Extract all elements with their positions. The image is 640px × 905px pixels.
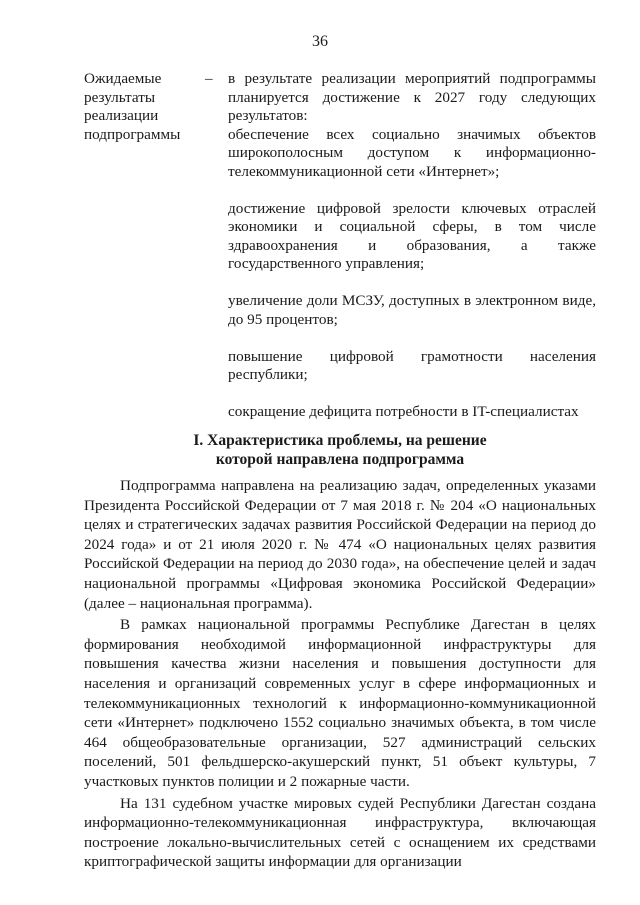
results-list [228, 70, 596, 422]
results-intro: в результате реализации мероприятий подпрограммы планируется достижение к 2027 году следующих результатов: [228, 70, 596, 124]
result-item: повышение цифровой грамотности населения республики; [228, 347, 596, 383]
results-dash: – [205, 70, 213, 87]
section-title-line: I. Характеристика проблемы, на решение [193, 432, 487, 449]
result-item: обеспечение всех социально значимых объектов широкополосным доступом к информационно-телекоммуникационной сети «Интернет»; [228, 125, 596, 180]
section-title [84, 432, 596, 469]
result-item: увеличение доли МСЗУ, доступных в электронном виде, до 95 процентов; [228, 292, 596, 328]
paragraph: На 131 судебном участке мировых судей Республики Дагестан создана информационно-телекоммуникационная инфраструктура, включающая построение локально-вычислительных сетей с оснащением их средствами криптографической защиты информации для организации [84, 794, 596, 871]
section-title-line: которой направлена подпрограмма [215, 450, 465, 468]
result-item: сокращение дефицита потребности в IT-специалистах [228, 403, 579, 420]
paragraph: В рамках национальной программы Республике Дагестан в целях формирования необходимой информационной инфраструктуры для повышения качества жизни населения и повышения доступности для населения и организаций современных услуг в сфере информационных и телекоммуникационных технологий к информационно-коммуникационной сети «Интернет» подключено 1552 социально значимых объекта, в том числе 464 общеобразовательные организации, 527 администраций сельских поселений, 501 фельдшерско-акушерский пункт, 51 объект культуры, 7 участковых пунктов полиции и 2 пожарные части. [84, 616, 596, 790]
result-item: достижение цифровой зрелости ключевых отраслей экономики и социальной сферы, в том числе здравоохранения и образования, а также государственного управления; [228, 199, 596, 272]
paragraph: Подпрограмма направлена на реализацию задач, определенных указами Президента Российской Федерации от 7 мая 2018 г. № 204 «О национальных целях и стратегических задачах развития Российской Федерации на период до 2024 года» и от 21 июля 2020 г. № 474 «О национальных целях развития Российской Федерации на период до 2030 года», на обеспечение целей и задач национальной программы «Цифровая экономика Российской Федерации» (далее – национальная программа). [84, 477, 596, 612]
page-number: 36 [312, 33, 328, 50]
body-text [84, 476, 596, 874]
expected-results-label: Ожидаемые результаты реализации подпрограммы [84, 70, 181, 143]
